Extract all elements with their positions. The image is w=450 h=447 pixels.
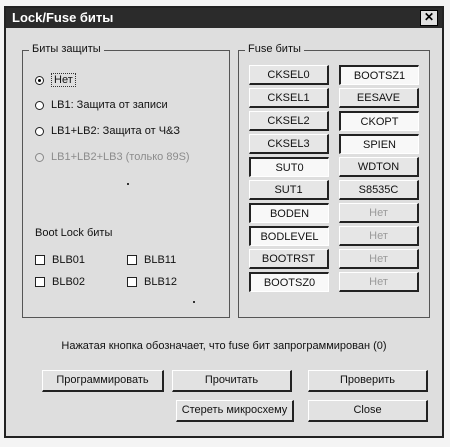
radio-label-lb3: LB1+LB2+LB3 (только 89S): [51, 151, 190, 163]
checkbox-blb02[interactable]: [35, 276, 85, 288]
radio-lb1-lb2[interactable]: [35, 125, 180, 137]
program-button[interactable]: Программировать: [42, 370, 164, 392]
read-button[interactable]: Прочитать: [172, 370, 292, 392]
radio-button[interactable]: [35, 76, 44, 85]
fuse-bootsz1[interactable]: BOOTSZ1: [339, 65, 419, 85]
erase-chip-button[interactable]: Стереть микросхему: [176, 400, 294, 422]
decorative-dot: [193, 301, 195, 303]
protection-bits-group: [22, 43, 230, 318]
radio-button[interactable]: [35, 101, 44, 110]
fuse-cksel3[interactable]: CKSEL3: [249, 134, 329, 154]
radio-label-none: Нет: [51, 73, 76, 87]
fuse-group-label: Fuse биты: [245, 43, 304, 55]
window-title: Lock/Fuse биты: [12, 10, 114, 25]
checkbox-blb11[interactable]: [127, 254, 176, 266]
radio-button[interactable]: [35, 127, 44, 136]
verify-button[interactable]: Проверить: [308, 370, 428, 392]
fuse-eesave[interactable]: EESAVE: [339, 88, 419, 108]
checkbox-label-blb02: BLB02: [52, 276, 86, 288]
fuse-wdton[interactable]: WDTON: [339, 157, 419, 177]
fuse-none-2: Нет: [339, 226, 419, 246]
fuse-sut0[interactable]: SUT0: [249, 157, 329, 177]
radio-label-lb1-lb2: LB1+LB2: Защита от Ч&З: [51, 125, 181, 137]
checkbox[interactable]: [127, 277, 137, 287]
fuse-none-3: Нет: [339, 249, 419, 269]
fuse-cksel0[interactable]: CKSEL0: [249, 65, 329, 85]
fuse-cksel1[interactable]: CKSEL1: [249, 88, 329, 108]
fuse-none-4: Нет: [339, 272, 419, 292]
fuse-sut1[interactable]: SUT1: [249, 180, 329, 200]
fuse-ckopt[interactable]: CKOPT: [339, 111, 419, 131]
checkbox-label-blb11: BLB11: [144, 254, 177, 266]
radio-lb1-lb2-lb3: [35, 151, 190, 163]
radio-button-disabled: [35, 153, 44, 162]
radio-lb1[interactable]: [35, 99, 168, 111]
fuse-bits-group: [238, 43, 430, 318]
protection-group-label: Биты защиты: [29, 43, 104, 55]
checkbox[interactable]: [35, 255, 45, 265]
boot-lock-label: Boot Lock биты: [35, 227, 113, 239]
checkbox-label-blb01: BLB01: [52, 254, 86, 266]
fuse-none-1: Нет: [339, 203, 419, 223]
info-text: Нажатая кнопка обозначает, что fuse бит запрограммирован (0): [61, 340, 387, 352]
checkbox[interactable]: [127, 255, 137, 265]
close-icon[interactable]: ✕: [420, 10, 438, 26]
checkbox-blb01[interactable]: [35, 254, 85, 266]
fuse-bootrst[interactable]: BOOTRST: [249, 249, 329, 269]
checkbox[interactable]: [35, 277, 45, 287]
fuse-bodlevel[interactable]: BODLEVEL: [249, 226, 329, 246]
checkbox-label-blb12: BLB12: [144, 276, 178, 288]
radio-none[interactable]: [35, 73, 76, 87]
close-button[interactable]: Close: [308, 400, 428, 422]
title-bar[interactable]: [6, 8, 442, 28]
fuse-s8535c[interactable]: S8535C: [339, 180, 419, 200]
checkbox-blb12[interactable]: [127, 276, 177, 288]
radio-label-lb1: LB1: Защита от записи: [51, 99, 168, 111]
fuse-boden[interactable]: BODEN: [249, 203, 329, 223]
decorative-dot: [127, 183, 129, 185]
lock-fuse-dialog: [4, 6, 444, 438]
fuse-cksel2[interactable]: CKSEL2: [249, 111, 329, 131]
fuse-bootsz0[interactable]: BOOTSZ0: [249, 272, 329, 292]
fuse-spien[interactable]: SPIEN: [339, 134, 419, 154]
